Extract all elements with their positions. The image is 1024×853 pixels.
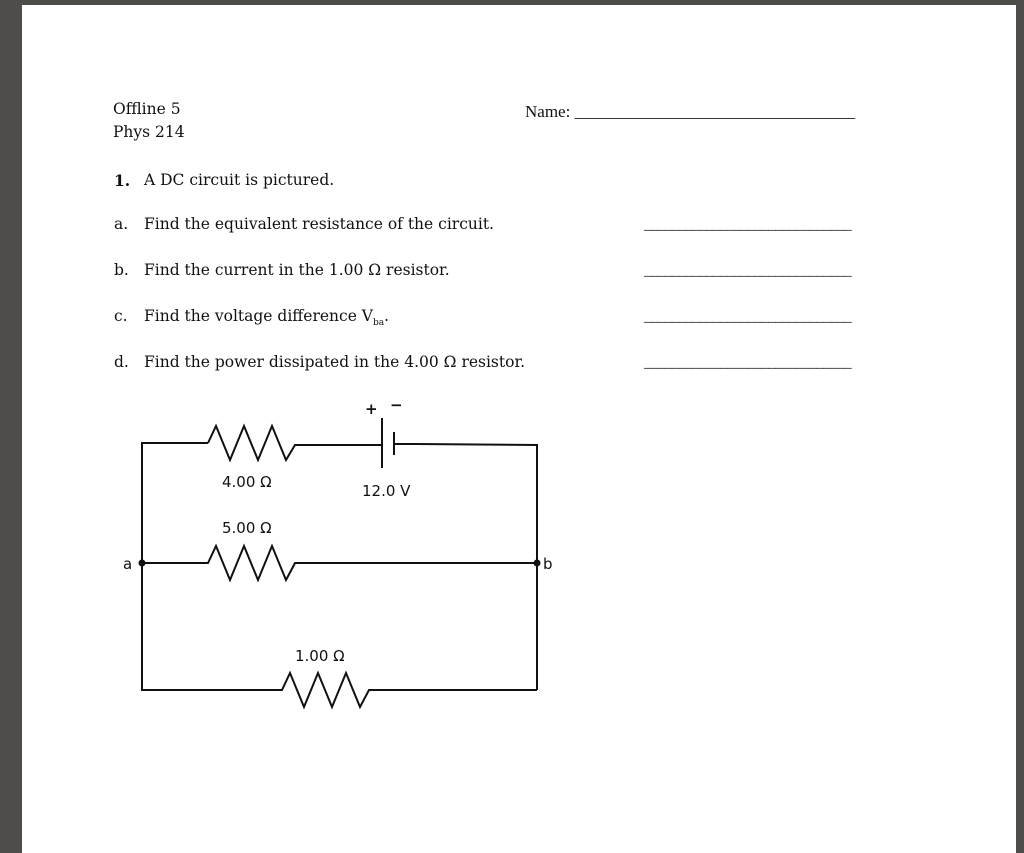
- part-letter: a.: [114, 215, 129, 233]
- name-label: Name:: [525, 102, 571, 121]
- part-text: Find the equivalent resistance of the circuit.: [144, 215, 494, 233]
- answer-blank-b[interactable]: ______________________________: [644, 263, 852, 279]
- node-a-dot: [139, 560, 146, 567]
- label-battery: 12.0 V: [362, 482, 411, 500]
- question-number: 1.: [114, 171, 131, 190]
- part-text: Find the power dissipated in the 4.00 Ω resistor.: [144, 353, 526, 371]
- label-5ohm: 5.00 Ω: [222, 519, 272, 537]
- part-letter: d.: [114, 353, 129, 371]
- node-b-dot: [534, 560, 541, 567]
- subscript: ba: [373, 318, 385, 329]
- top-wire-left: [142, 443, 208, 563]
- doc-title: Offline 5: [113, 100, 181, 118]
- part-letter: c.: [114, 307, 128, 325]
- label-node-b: b: [543, 555, 553, 573]
- label-node-a: a: [123, 555, 133, 573]
- question-prompt: A DC circuit is pictured.: [144, 171, 335, 189]
- resistor-1ohm: [142, 563, 537, 707]
- label-minus: −: [390, 396, 403, 414]
- resistor-4ohm: [208, 426, 382, 460]
- part-text-main: Find the voltage difference V: [144, 307, 373, 325]
- answer-blank-a[interactable]: ______________________________: [644, 217, 852, 233]
- period: .: [384, 307, 390, 325]
- label-4ohm: 4.00 Ω: [222, 473, 272, 491]
- label-plus: +: [365, 400, 378, 418]
- answer-blank-d[interactable]: ______________________________: [644, 355, 852, 371]
- part-text: Find the current in the 1.00 Ω resistor.: [144, 261, 450, 279]
- label-1ohm: 1.00 Ω: [295, 647, 345, 665]
- part-letter: b.: [114, 261, 129, 279]
- course-label: Phys 214: [113, 123, 185, 141]
- top-wire-right: [394, 444, 537, 690]
- resistor-5ohm: [142, 546, 537, 580]
- answer-blank-c[interactable]: ______________________________: [644, 309, 852, 325]
- name-blank: ___________________________________: [574, 102, 855, 121]
